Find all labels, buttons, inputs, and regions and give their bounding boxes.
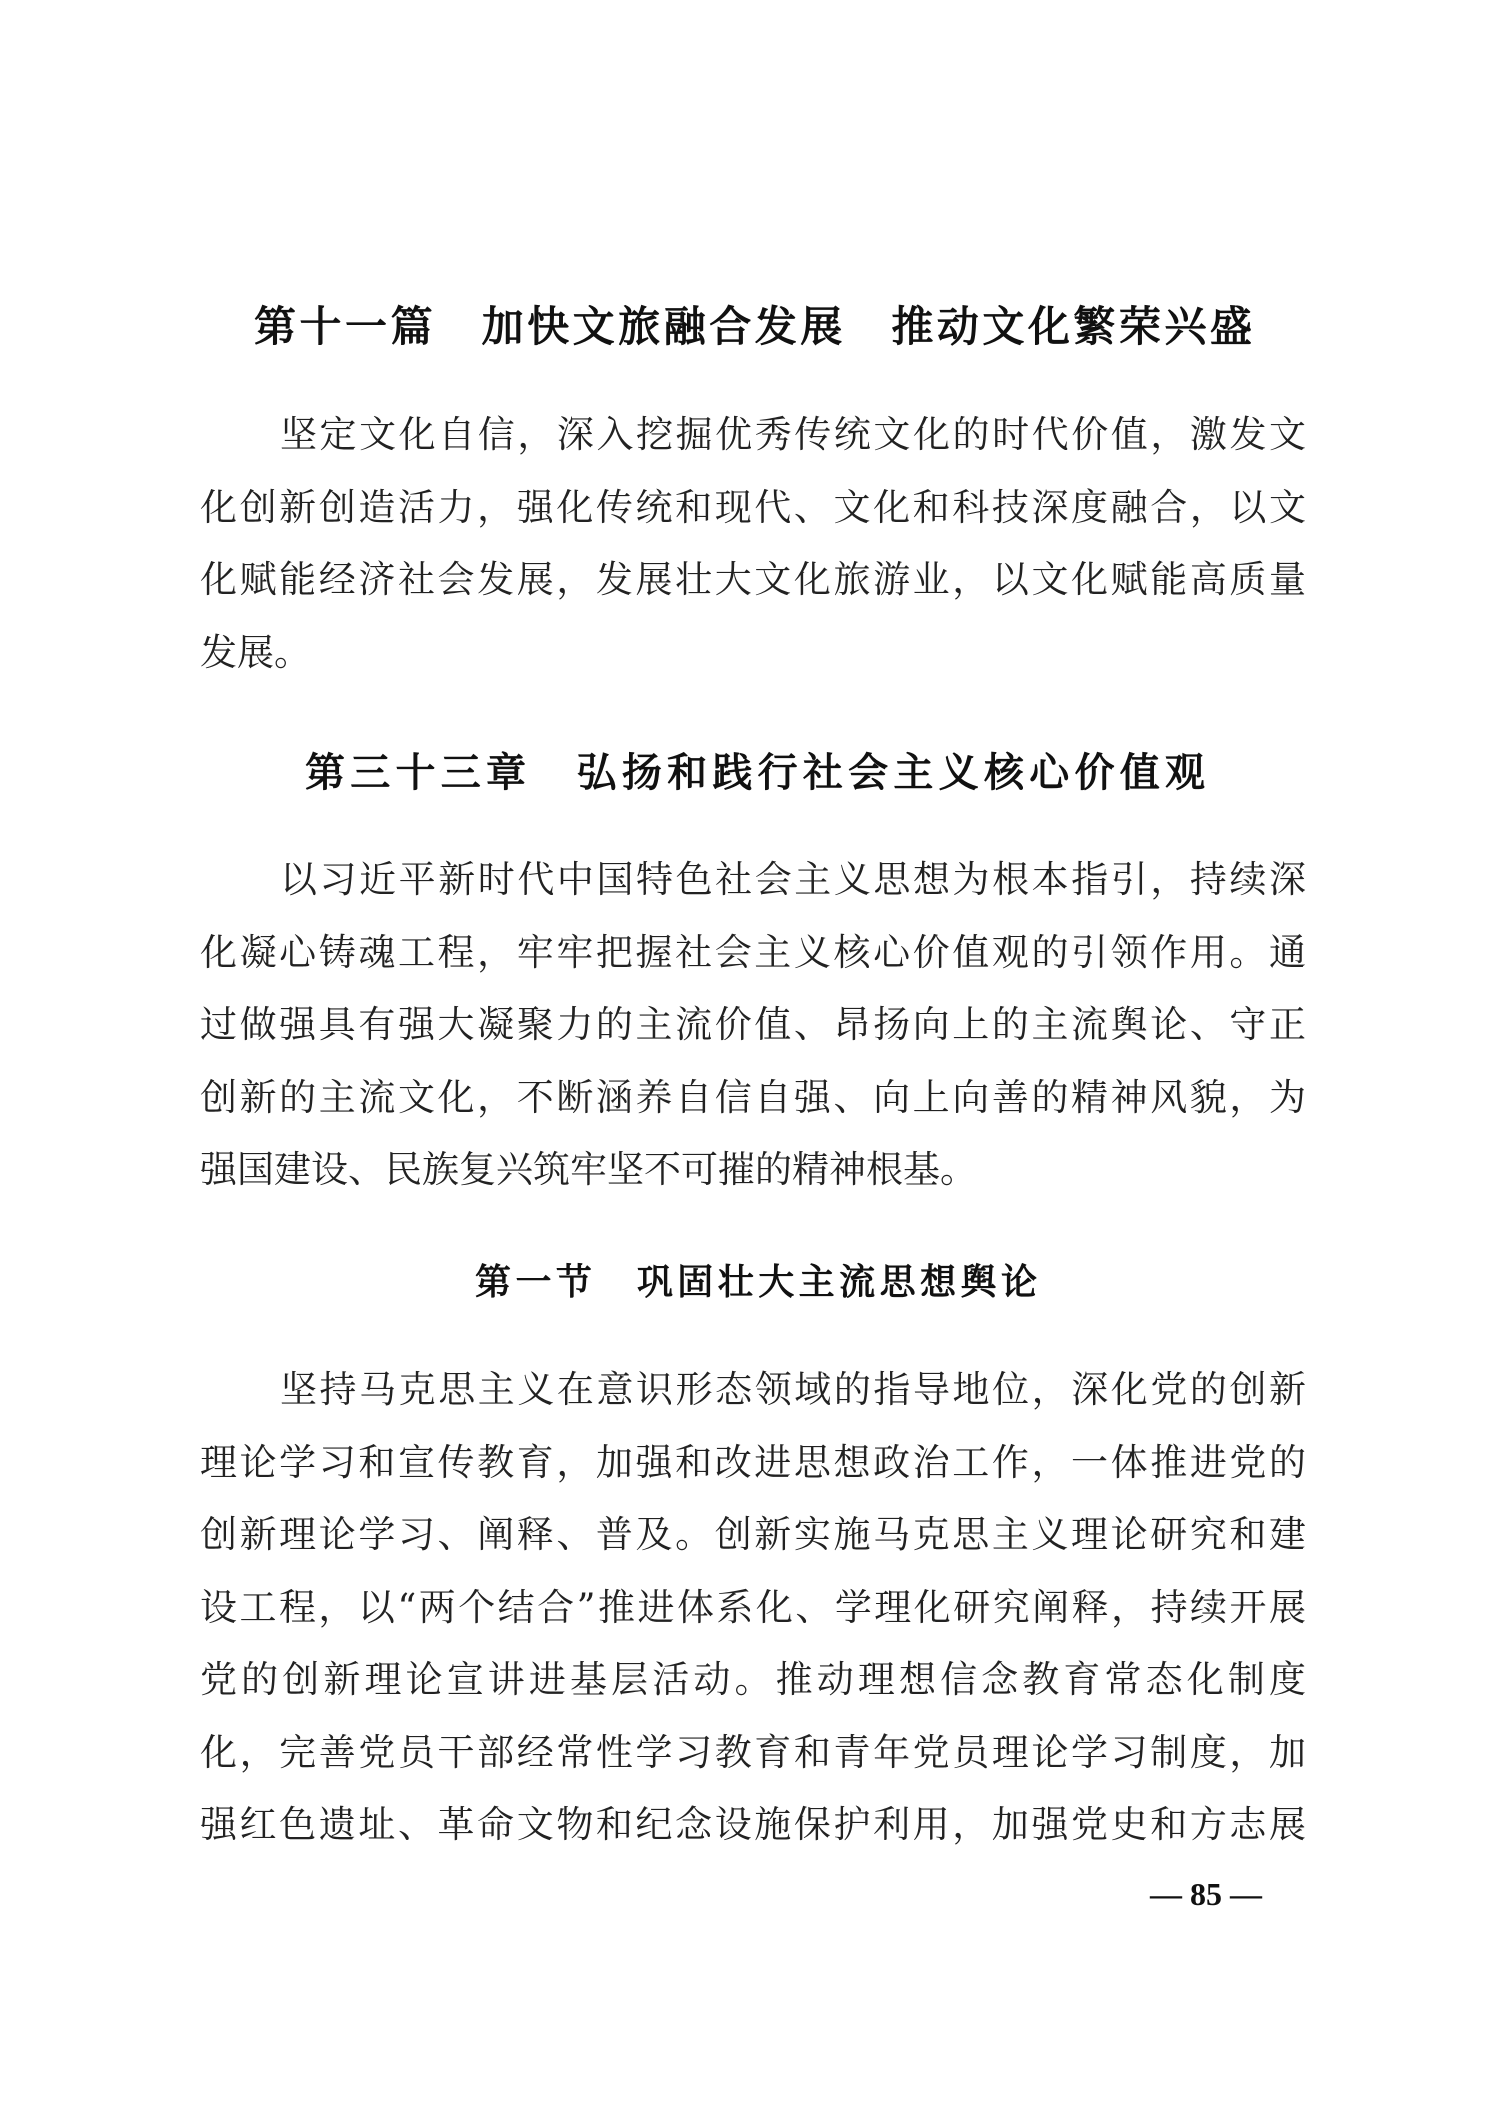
section-title: 第一节 巩固壮大主流思想舆论 [475, 1261, 1037, 1303]
paragraph-chapter [200, 844, 1306, 1207]
text-line: 设工程，以“两个结合”推进体系化、学理化研究阐释，持续开展 [200, 1585, 1306, 1629]
text-line: 创新理论学习、阐释、普及。创新实施马克思主义理论研究和建 [200, 1513, 1306, 1556]
paragraph-intro [200, 399, 1306, 689]
text-line: 化，完善党员干部经常性学习教育和青年党员理论学习制度，加 [200, 1730, 1306, 1774]
text-line: 发展。 [200, 630, 311, 674]
text-line: 化创新创造活力，强化传统和现代、文化和科技深度融合，以文 [200, 485, 1306, 529]
text-line: 党的创新理论宣讲进基层活动。推动理想信念教育常态化制度 [200, 1658, 1306, 1701]
text-line: 坚持马克思主义在意识形态领域的指导地位，深化党的创新 [280, 1368, 1306, 1411]
text-line: 强红色遗址、革命文物和纪念设施保护利用，加强党史和方志展 [200, 1803, 1306, 1846]
text-line: 强国建设、民族复兴筑牢坚不可摧的精神根基。 [200, 1148, 977, 1191]
text-line: 创新的主流文化，不断涵养自信自强、向上向善的精神风貌，为 [200, 1075, 1306, 1119]
page-number: — 85 — [1150, 1876, 1262, 1912]
text-line: 理论学习和宣传教育，加强和改进思想政治工作，一体推进党的 [200, 1440, 1306, 1484]
text-line: 以习近平新时代中国特色社会主义思想为根本指引，持续深 [280, 858, 1306, 901]
text-line: 化凝心铸魂工程，牢牢把握社会主义核心价值观的引领作用。通 [200, 930, 1306, 974]
text-line: 过做强具有强大凝聚力的主流价值、昂扬向上的主流舆论、守正 [200, 1003, 1306, 1046]
text-line: 化赋能经济社会发展，发展壮大文化旅游业，以文化赋能高质量 [200, 558, 1306, 601]
text-line: 坚定文化自信，深入挖掘优秀传统文化的时代价值，激发文 [280, 413, 1306, 456]
part-title: 第十一篇 加快文旅融合发展 推动文化繁荣兴盛 [254, 302, 1252, 351]
paragraph-section [200, 1354, 1306, 1862]
chapter-title: 第三十三章 弘扬和践行社会主义核心价值观 [305, 749, 1205, 796]
